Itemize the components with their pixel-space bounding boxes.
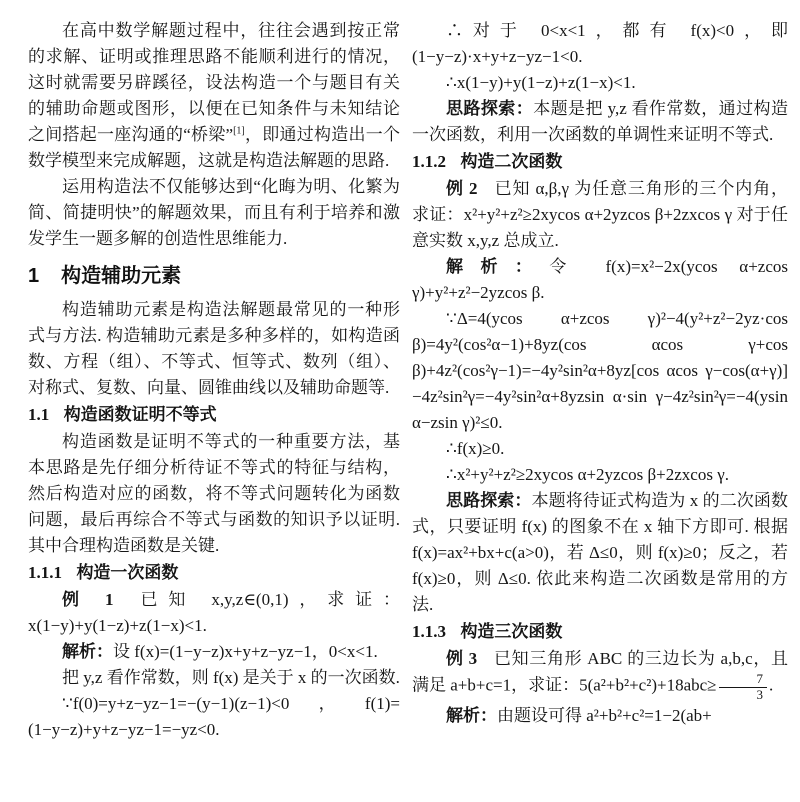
aux-elements-paragraph: 构造辅助元素是构造法解题最常见的一种形式与方法. 构造辅助元素是多种多样的，如构造函数、方程（组）、不等式、恒等式、数列（组）、对称式、复数、向量、圆锥曲线以及辅助命题等.	[28, 300, 400, 397]
example-2-discriminant-derivation: ∵Δ=4(ycos α+zcos γ)²−4(y²+z²−2yz·cos β)=4y²(cos²α−1)+8yz(cos αcos γ+cos β)+4z²(cos²γ−1)=−4y²sin²α+8yz[cos αcos γ−cos(α+γ)]−4z²sin²γ=−4y²sin²α+8yzsin α·sin γ−4z²sin²γ=−4(ysin α−zsin γ)²≤0.	[412, 309, 788, 432]
subsection-1-1-2-title: 构造二次函数	[460, 152, 563, 171]
example-1-constant-note: 把 y,z 看作常数，则 f(x) 是关于 x 的一次函数.	[62, 668, 400, 687]
explore-label-2: 思路探索：	[446, 491, 532, 510]
example-3-paragraph	[412, 646, 788, 703]
fraction-denominator: 3	[719, 687, 768, 703]
example-1-boundary-values: ∵f(0)=y+z−yz−1=−(y−1)(z−1)<0，f(1)=(1−y−z)+y+z−yz−1=−yz<0.	[28, 694, 400, 739]
example-3-label: 例 3	[446, 649, 478, 668]
subsection-1-1-1-number: 1.1.1	[28, 563, 62, 582]
analysis-label-3: 解析：	[446, 705, 497, 725]
intro-text-before-ref: 在高中数学解题过程中，往往会遇到按正常的求解、证明或推理思路不能顺利进行的情况，这时就需要另辟蹊径，设法构造一个与题目有关的辅助命题或图形，以便在已知条件与未知结论之间搭起一座沟通的“桥梁”	[28, 21, 400, 144]
example-2-final-conclusion: ∴x²+y²+z²≥2xycos α+2yzcos β+2zxcos γ.	[446, 465, 729, 484]
explore-text-2: 本题将待证式构造为 x 的二次函数式，只要证明 f(x) 的图象不在 x 轴下方即可. 根据 f(x)=ax²+bx+c(a>0)，若 Δ≤0，则 f(x)≥0；反之，若 f(x)≥0，则 Δ≤0. 依此来构造二次函数是常用的方法.	[412, 491, 788, 614]
explore-paragraph-1	[412, 96, 788, 148]
explore-text-1: 本题是把 y,z 看作常数，通过构造一次函数，利用一次函数的单调性来证明不等式.	[412, 99, 788, 144]
example-1-statement: 已知 x,y,z∈(0,1)，求证：x(1−y)+y(1−z)+z(1−x)<1.	[28, 590, 400, 635]
subsection-1-1-2-number: 1.1.2	[412, 152, 446, 171]
example-2-label: 例 2	[446, 179, 478, 198]
left-column	[28, 18, 400, 796]
subsection-1-1-3-number: 1.1.3	[412, 622, 446, 641]
example-1-conclusion-2: ∴x(1−y)+y(1−z)+z(1−x)<1.	[446, 73, 636, 92]
example-2-statement: 已知 α,β,γ 为任意三角形的三个内角，求证：x²+y²+z²≥2xycos α+2yzcos β+2zxcos γ 对于任意实数 x,y,z 总成立.	[412, 179, 788, 250]
citation-ref-1: [1]	[233, 125, 245, 137]
intro-text-after-ref: ，即通过构造出一个数学模型来完成解题，这就是构造法解题的思路.	[28, 125, 401, 170]
function-method-paragraph: 构造函数是证明不等式的一种重要方法，基本思路是先仔细分析待证不等式的特征与结构，然后构造对应的函数，将不等式问题转化为函数问题，最后再综合不等式与函数的知识予以证明. 其中合理构造函数是关键.	[28, 432, 400, 555]
example-1-solution-text: 设 f(x)=(1−y−z)x+y+z−yz−1，0<x<1.	[113, 642, 378, 661]
fraction-numerator: 7	[756, 671, 763, 686]
example-3-statement: 已知三角形 ABC 的三边长为 a,b,c，且满足 a+b+c=1，求证：5(a²+b²+c²)+18abc≥	[412, 649, 789, 695]
intro-paragraph-2: 运用构造法不仅能够达到“化晦为明、化繁为简、简捷明快”的解题效果，而且有利于培养和激发学生一题多解的创造性思维能力.	[28, 177, 400, 248]
analysis-label-2: 解析：	[446, 257, 550, 276]
right-column	[412, 18, 788, 796]
example-3-statement-end: .	[769, 675, 774, 695]
fraction-seven-thirds	[719, 672, 768, 703]
subsection-1-1-number: 1.1	[28, 405, 50, 424]
intro-paragraph-1	[28, 18, 400, 174]
example-1-conclusion-1: ∴对于 0<x<1，都有 f(x)<0，即(1−y−z)·x+y+z−yz−1<0.	[412, 21, 788, 66]
explore-paragraph-2	[412, 488, 788, 618]
subsection-1-1-title: 构造函数证明不等式	[63, 405, 217, 424]
analysis-label-1: 解析：	[62, 642, 113, 661]
example-2-solution-paragraph	[412, 254, 788, 306]
subsection-1-1-2-heading	[412, 149, 788, 175]
subsection-1-1-3-heading	[412, 619, 788, 645]
section-1-title: 构造辅助元素	[61, 265, 182, 287]
section-1-number: 1	[28, 265, 40, 287]
example-2-fx-conclusion: ∴f(x)≥0.	[446, 439, 505, 458]
subsection-1-1-3-title: 构造三次函数	[460, 622, 563, 641]
section-1-heading	[28, 263, 400, 289]
explore-label-1: 思路探索：	[446, 99, 534, 118]
subsection-1-1-heading	[28, 402, 400, 428]
example-3-solution-paragraph	[412, 703, 788, 729]
example-1-label: 例 1	[62, 590, 114, 609]
example-3-solution-text: 由题设可得 a²+b²+c²=1−2(ab+	[497, 705, 712, 725]
subsection-1-1-1-title: 构造一次函数	[76, 563, 179, 582]
subsection-1-1-1-heading	[28, 560, 400, 586]
example-2-solution-text: 令 f(x)=x²−2x(ycos α+zcos γ)+y²+z²−2yzcos β.	[412, 257, 788, 302]
example-1-solution-paragraph	[28, 639, 400, 665]
example-2-paragraph	[412, 176, 788, 254]
example-1-paragraph	[28, 587, 400, 639]
